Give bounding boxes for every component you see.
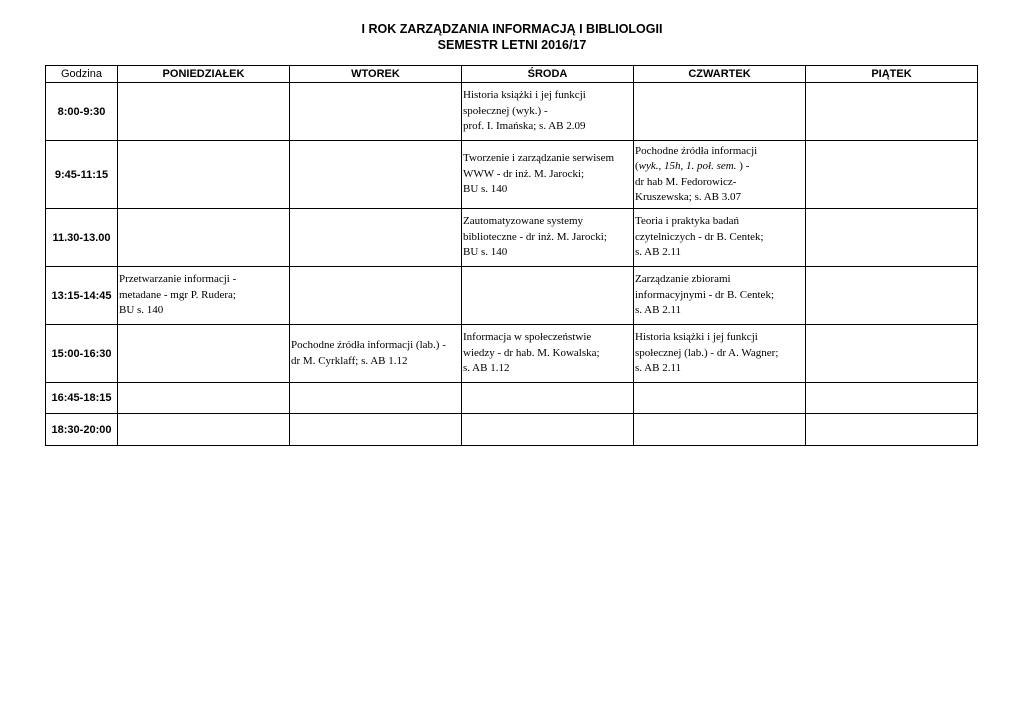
- cell-wtorek: [290, 383, 462, 414]
- cell-poniedzialek: [118, 141, 290, 209]
- class-line: informacyjnymi - dr B. Centek;: [635, 288, 774, 301]
- class-line: BU s. 140: [119, 304, 164, 317]
- table-row: [46, 83, 978, 141]
- timetable: [45, 65, 978, 446]
- cell-wtorek: [290, 141, 462, 209]
- class-line: BU s. 140: [463, 183, 508, 196]
- class-line: społecznej (wyk.) -: [463, 104, 548, 117]
- cell-sroda: [462, 209, 634, 267]
- cell-sroda: [462, 83, 634, 141]
- class-line: s. AB 2.11: [635, 362, 682, 375]
- schedule-title: I ROK ZARZĄDZANIA INFORMACJĄ I BIBLIOLOGII: [361, 22, 663, 36]
- cell-czwartek: [634, 141, 806, 209]
- header-piatek: PIĄTEK: [806, 66, 978, 83]
- cell-piatek: [806, 267, 978, 325]
- class-line: wiedzy - dr hab. M. Kowalska;: [463, 346, 600, 359]
- cell-piatek: [806, 325, 978, 383]
- cell-wtorek: [290, 325, 462, 383]
- cell-czwartek: [634, 325, 806, 383]
- class-line: Zarządzanie zbiorami: [635, 273, 731, 286]
- class-line: społecznej (lab.) - dr A. Wagner;: [635, 346, 779, 359]
- cell-wtorek: [290, 83, 462, 141]
- cell-poniedzialek: [118, 209, 290, 267]
- class-line: Historia książki i jej funkcji: [635, 331, 758, 344]
- cell-wtorek: [290, 414, 462, 446]
- class-line: Przetwarzanie informacji -: [119, 273, 237, 286]
- class-line: Pochodne źródła informacji (lab.) -: [291, 339, 446, 351]
- header-wtorek: WTOREK: [290, 66, 462, 83]
- class-line: metadane - mgr P. Rudera;: [119, 288, 236, 301]
- table-row: [46, 414, 978, 446]
- cell-czwartek: [634, 267, 806, 325]
- cell-wtorek: [290, 209, 462, 267]
- cell-czwartek: [634, 414, 806, 446]
- time-slot: 15:00-16:30: [46, 325, 118, 383]
- class-line: Informacja w społeczeństwie: [463, 331, 592, 344]
- class-line: [635, 159, 804, 175]
- paren-open: (: [635, 160, 639, 172]
- cell-czwartek: [634, 209, 806, 267]
- class-line: s. AB 2.11: [635, 304, 682, 317]
- paren-close: ) -: [736, 160, 750, 172]
- table-row: [46, 141, 978, 209]
- class-line: Tworzenie i zarządzanie serwisem: [463, 152, 615, 165]
- class-note: wyk., 15h, 1. poł. sem.: [638, 160, 737, 172]
- time-slot: 13:15-14:45: [46, 267, 118, 325]
- class-line: Zautomatyzowane systemy: [463, 215, 584, 228]
- cell-poniedzialek: [118, 83, 290, 141]
- table-row: [46, 383, 978, 414]
- cell-czwartek: [634, 383, 806, 414]
- class-line: Kruszewska; s. AB 3.07: [635, 191, 742, 203]
- cell-wtorek: [290, 267, 462, 325]
- class-line: Pochodne źródła informacji: [635, 144, 758, 157]
- cell-sroda: [462, 141, 634, 209]
- cell-poniedzialek: [118, 267, 290, 325]
- class-line: WWW - dr inż. M. Jarocki;: [463, 167, 585, 180]
- semester-subtitle: SEMESTR LETNI 2016/17: [437, 38, 587, 52]
- cell-piatek: [806, 141, 978, 209]
- class-line: dr hab M. Fedorowicz-: [635, 175, 737, 188]
- cell-piatek: [806, 414, 978, 446]
- cell-sroda: [462, 267, 634, 325]
- table-row: [46, 325, 978, 383]
- class-line: biblioteczne - dr inż. M. Jarocki;: [463, 230, 607, 243]
- cell-sroda: [462, 414, 634, 446]
- cell-poniedzialek: [118, 383, 290, 414]
- class-line: Historia książki i jej funkcji: [463, 89, 586, 102]
- time-slot: 16:45-18:15: [46, 383, 118, 414]
- time-slot: 9:45-11:15: [46, 141, 118, 209]
- class-line: s. AB 2.11: [635, 246, 682, 259]
- class-line: s. AB 1.12: [463, 362, 510, 375]
- header-sroda: ŚRODA: [462, 66, 634, 83]
- time-slot: 8:00-9:30: [46, 83, 118, 141]
- class-line: dr M. Cyrklaff; s. AB 1.12: [291, 354, 408, 367]
- cell-sroda: [462, 383, 634, 414]
- time-slot: 11.30-13.00: [46, 209, 118, 267]
- header-poniedzialek: PONIEDZIAŁEK: [118, 66, 290, 83]
- cell-piatek: [806, 83, 978, 141]
- table-row: [46, 209, 978, 267]
- cell-poniedzialek: [118, 325, 290, 383]
- header-row: [46, 66, 978, 83]
- class-line: czytelniczych - dr B. Centek;: [635, 230, 764, 243]
- class-line: prof. I. Imańska; s. AB 2.09: [463, 120, 586, 133]
- class-line: Teoria i praktyka badań: [635, 215, 739, 228]
- cell-czwartek: [634, 83, 806, 141]
- cell-sroda: [462, 325, 634, 383]
- cell-poniedzialek: [118, 414, 290, 446]
- cell-piatek: [806, 383, 978, 414]
- table-row: [46, 267, 978, 325]
- time-slot: 18:30-20:00: [46, 414, 118, 446]
- cell-piatek: [806, 209, 978, 267]
- header-godzina: Godzina: [46, 66, 118, 83]
- class-line: BU s. 140: [463, 246, 508, 259]
- header-czwartek: CZWARTEK: [634, 66, 806, 83]
